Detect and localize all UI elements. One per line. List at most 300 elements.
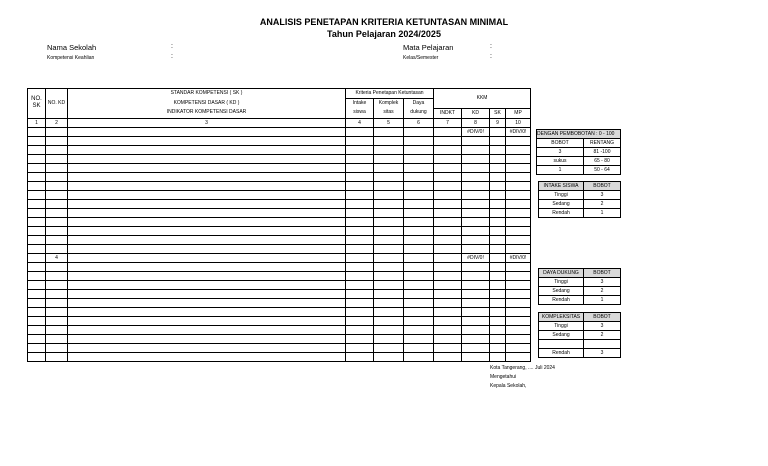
table-cell[interactable] [28, 316, 46, 325]
table-cell[interactable] [46, 145, 68, 154]
table-cell[interactable] [404, 136, 434, 145]
table-cell[interactable] [462, 280, 490, 289]
table-cell[interactable] [28, 307, 46, 316]
table-cell[interactable] [506, 325, 531, 334]
pembobotan-header: DENGAN PEMBOBOTAN : 0 - 100 [537, 130, 621, 139]
table-cell[interactable] [404, 172, 434, 181]
table-cell[interactable] [46, 271, 68, 280]
table-cell[interactable] [68, 154, 346, 163]
table-cell[interactable] [434, 163, 462, 172]
table-cell[interactable] [374, 154, 404, 163]
table-cell[interactable] [68, 208, 346, 217]
table-cell[interactable] [346, 181, 374, 190]
table-cell[interactable] [346, 145, 374, 154]
table-cell[interactable] [404, 244, 434, 253]
table-cell[interactable] [462, 163, 490, 172]
table-cell[interactable] [46, 154, 68, 163]
table-cell[interactable] [46, 163, 68, 172]
table-cell[interactable] [68, 253, 346, 262]
table-cell[interactable] [490, 271, 506, 280]
table-cell[interactable] [506, 343, 531, 352]
table-cell[interactable] [346, 127, 374, 136]
table-cell[interactable] [46, 172, 68, 181]
table-cell[interactable] [374, 253, 404, 262]
table-cell[interactable] [346, 136, 374, 145]
table-cell[interactable] [434, 343, 462, 352]
header-kompleks-top: Komplek [374, 99, 404, 109]
table-cell[interactable] [28, 352, 46, 361]
table-cell[interactable] [28, 127, 46, 136]
kompleks-level-cell: Tinggi [539, 322, 584, 331]
table-cell[interactable] [346, 172, 374, 181]
table-cell[interactable] [374, 145, 404, 154]
mata-pelajaran-colon: : [490, 43, 492, 50]
table-cell[interactable] [346, 244, 374, 253]
table-cell[interactable] [68, 316, 346, 325]
table-cell[interactable] [28, 172, 46, 181]
table-cell[interactable] [506, 289, 531, 298]
table-cell[interactable] [490, 154, 506, 163]
table-cell[interactable] [434, 181, 462, 190]
table-cell[interactable] [68, 298, 346, 307]
table-cell[interactable] [346, 208, 374, 217]
table-cell[interactable] [434, 244, 462, 253]
table-cell[interactable] [28, 145, 46, 154]
table-cell[interactable] [490, 280, 506, 289]
table-cell[interactable] [506, 280, 531, 289]
table-cell[interactable] [68, 262, 346, 271]
table-cell[interactable] [404, 289, 434, 298]
table-cell[interactable] [434, 190, 462, 199]
table-row [28, 190, 531, 199]
table-row [28, 244, 531, 253]
table-cell[interactable] [404, 334, 434, 343]
table-cell[interactable] [462, 235, 490, 244]
table-cell[interactable] [28, 163, 46, 172]
table-cell[interactable] [68, 127, 346, 136]
table-cell[interactable] [434, 154, 462, 163]
table-cell[interactable] [68, 136, 346, 145]
table-cell[interactable] [68, 244, 346, 253]
table-cell[interactable] [346, 190, 374, 199]
table-cell[interactable] [46, 262, 68, 271]
table-cell[interactable] [374, 208, 404, 217]
table-cell[interactable] [68, 145, 346, 154]
table-cell[interactable] [374, 325, 404, 334]
table-cell[interactable] [346, 343, 374, 352]
table-cell[interactable] [434, 334, 462, 343]
table-cell[interactable] [434, 325, 462, 334]
table-cell[interactable] [506, 199, 531, 208]
table-cell[interactable] [462, 199, 490, 208]
table-cell[interactable] [434, 307, 462, 316]
table-cell[interactable] [462, 289, 490, 298]
table-cell[interactable] [404, 352, 434, 361]
table-cell[interactable] [462, 307, 490, 316]
table-cell[interactable] [462, 145, 490, 154]
table-cell[interactable] [68, 271, 346, 280]
table-cell[interactable] [434, 352, 462, 361]
table-cell[interactable] [46, 325, 68, 334]
table-cell[interactable] [46, 352, 68, 361]
table-cell[interactable] [46, 190, 68, 199]
table-cell[interactable] [506, 298, 531, 307]
table-cell[interactable] [434, 298, 462, 307]
table-cell[interactable] [404, 280, 434, 289]
table-row [28, 325, 531, 334]
table-cell[interactable] [346, 217, 374, 226]
table-cell[interactable] [28, 154, 46, 163]
table-cell[interactable] [462, 172, 490, 181]
table-cell[interactable] [490, 352, 506, 361]
table-cell[interactable] [462, 343, 490, 352]
intake-level-cell: Sedang [539, 200, 584, 209]
table-cell[interactable] [374, 352, 404, 361]
table-cell[interactable] [68, 199, 346, 208]
table-cell[interactable] [462, 316, 490, 325]
table-cell[interactable] [506, 352, 531, 361]
table-cell[interactable] [46, 235, 68, 244]
table-cell[interactable] [68, 226, 346, 235]
table-cell[interactable] [404, 145, 434, 154]
column-number: 3 [68, 118, 346, 127]
table-cell[interactable] [434, 199, 462, 208]
table-cell[interactable] [346, 316, 374, 325]
intake-header: INTAKE SISWA [539, 182, 584, 191]
daya-dukung-table [538, 268, 621, 305]
table-cell[interactable] [46, 307, 68, 316]
table-cell[interactable] [506, 181, 531, 190]
table-cell[interactable] [434, 289, 462, 298]
kompetensi-keahlian-label: Kompetensi Keahlian [47, 55, 95, 61]
table-cell[interactable] [462, 298, 490, 307]
table-cell[interactable] [374, 262, 404, 271]
table-cell[interactable] [28, 181, 46, 190]
table-cell[interactable] [374, 307, 404, 316]
table-cell[interactable] [506, 334, 531, 343]
table-cell[interactable] [346, 298, 374, 307]
table-cell[interactable] [28, 325, 46, 334]
table-cell[interactable] [404, 127, 434, 136]
table-cell[interactable] [28, 226, 46, 235]
table-cell[interactable] [374, 136, 404, 145]
table-cell[interactable] [490, 325, 506, 334]
table-cell[interactable] [490, 316, 506, 325]
table-cell[interactable] [46, 343, 68, 352]
table-cell[interactable] [374, 298, 404, 307]
table-cell[interactable] [506, 190, 531, 199]
table-cell[interactable] [490, 190, 506, 199]
kompleks-bobot-header: BOBOT [584, 313, 621, 322]
table-cell[interactable] [46, 226, 68, 235]
table-cell[interactable] [46, 334, 68, 343]
table-cell[interactable] [346, 280, 374, 289]
table-cell[interactable] [68, 343, 346, 352]
table-cell[interactable] [462, 154, 490, 163]
table-cell[interactable] [434, 172, 462, 181]
table-row [28, 262, 531, 271]
table-cell[interactable] [404, 307, 434, 316]
table-cell[interactable] [490, 208, 506, 217]
table-cell[interactable] [462, 190, 490, 199]
table-cell[interactable] [346, 226, 374, 235]
table-cell[interactable] [490, 226, 506, 235]
table-cell[interactable]: #DIV/0! [506, 253, 531, 262]
table-cell[interactable] [374, 226, 404, 235]
table-cell[interactable] [374, 343, 404, 352]
table-cell[interactable] [404, 208, 434, 217]
table-cell[interactable] [28, 244, 46, 253]
table-cell[interactable] [374, 127, 404, 136]
table-cell[interactable] [462, 136, 490, 145]
table-cell[interactable] [490, 298, 506, 307]
header-daya-top: Daya [404, 99, 434, 109]
table-cell[interactable] [434, 262, 462, 271]
table-cell[interactable] [490, 136, 506, 145]
table-cell[interactable] [28, 235, 46, 244]
table-row [28, 208, 531, 217]
table-cell[interactable] [462, 334, 490, 343]
table-cell[interactable] [374, 235, 404, 244]
table-cell[interactable] [404, 190, 434, 199]
table-cell[interactable] [506, 271, 531, 280]
table-cell[interactable] [28, 343, 46, 352]
table-cell[interactable] [68, 163, 346, 172]
daya-level-cell: Rendah [539, 296, 584, 305]
table-cell[interactable] [346, 307, 374, 316]
table-cell[interactable] [434, 226, 462, 235]
table-cell[interactable] [68, 289, 346, 298]
table-cell[interactable] [404, 199, 434, 208]
table-cell[interactable] [490, 172, 506, 181]
table-cell[interactable] [68, 325, 346, 334]
table-cell[interactable] [68, 235, 346, 244]
table-cell[interactable] [346, 199, 374, 208]
table-cell[interactable] [28, 217, 46, 226]
table-cell[interactable] [46, 280, 68, 289]
table-cell[interactable] [46, 181, 68, 190]
table-cell[interactable] [490, 289, 506, 298]
table-cell[interactable] [490, 244, 506, 253]
table-cell[interactable] [506, 226, 531, 235]
table-cell[interactable] [404, 226, 434, 235]
table-cell[interactable] [46, 217, 68, 226]
table-cell[interactable] [68, 181, 346, 190]
table-cell[interactable] [28, 262, 46, 271]
table-cell[interactable] [374, 271, 404, 280]
table-cell[interactable] [374, 244, 404, 253]
table-cell[interactable] [462, 325, 490, 334]
table-cell[interactable] [434, 208, 462, 217]
table-cell[interactable] [462, 271, 490, 280]
table-cell[interactable] [28, 199, 46, 208]
table-cell[interactable] [46, 199, 68, 208]
table-cell[interactable] [374, 217, 404, 226]
kompleks-level-cell [539, 340, 584, 349]
table-cell[interactable] [490, 235, 506, 244]
pembobotan-rentang-cell: 81 -100 [584, 148, 621, 157]
table-cell[interactable] [346, 163, 374, 172]
table-cell[interactable] [374, 172, 404, 181]
column-number: 5 [374, 118, 404, 127]
table-cell[interactable] [506, 235, 531, 244]
table-row [28, 136, 531, 145]
table-cell[interactable] [68, 190, 346, 199]
table-cell[interactable]: #DIV/0! [506, 127, 531, 136]
table-cell[interactable] [374, 190, 404, 199]
table-cell[interactable] [462, 208, 490, 217]
daya-bobot-cell: 3 [584, 278, 621, 287]
table-cell[interactable] [28, 280, 46, 289]
column-number-row [28, 118, 531, 127]
table-cell[interactable] [346, 325, 374, 334]
table-cell[interactable] [490, 334, 506, 343]
table-cell[interactable] [346, 334, 374, 343]
table-cell[interactable] [28, 136, 46, 145]
table-cell[interactable] [28, 298, 46, 307]
table-cell[interactable] [346, 289, 374, 298]
table-cell[interactable] [490, 253, 506, 262]
table-cell[interactable] [506, 244, 531, 253]
table-cell[interactable] [434, 127, 462, 136]
table-cell[interactable] [346, 352, 374, 361]
table-cell[interactable] [490, 262, 506, 271]
table-cell[interactable] [404, 316, 434, 325]
table-cell[interactable] [490, 163, 506, 172]
table-cell[interactable] [506, 217, 531, 226]
daya-level-cell: Tinggi [539, 278, 584, 287]
table-cell[interactable] [374, 181, 404, 190]
table-row [28, 271, 531, 280]
table-cell[interactable] [506, 316, 531, 325]
table-cell[interactable] [404, 181, 434, 190]
table-cell[interactable] [68, 334, 346, 343]
table-cell[interactable] [46, 208, 68, 217]
table-cell[interactable] [506, 172, 531, 181]
table-cell[interactable] [404, 343, 434, 352]
kkm-table [27, 88, 531, 362]
table-cell[interactable] [490, 217, 506, 226]
table-cell[interactable] [434, 136, 462, 145]
table-cell[interactable] [28, 208, 46, 217]
table-cell[interactable] [434, 145, 462, 154]
table-cell[interactable] [506, 145, 531, 154]
table-cell[interactable] [490, 307, 506, 316]
table-cell[interactable] [434, 316, 462, 325]
table-cell[interactable] [506, 262, 531, 271]
table-cell[interactable] [490, 343, 506, 352]
kompleks-level-cell: Rendah [539, 349, 584, 358]
table-cell[interactable] [46, 298, 68, 307]
table-cell[interactable] [346, 235, 374, 244]
table-cell[interactable] [374, 289, 404, 298]
table-cell[interactable] [346, 271, 374, 280]
table-cell[interactable] [374, 316, 404, 325]
table-cell[interactable] [46, 136, 68, 145]
table-cell[interactable] [434, 235, 462, 244]
table-cell[interactable] [490, 199, 506, 208]
table-cell[interactable] [434, 217, 462, 226]
table-cell[interactable] [404, 253, 434, 262]
table-cell[interactable] [68, 307, 346, 316]
table-cell[interactable] [434, 253, 462, 262]
table-cell[interactable] [346, 262, 374, 271]
table-cell[interactable] [506, 163, 531, 172]
table-cell[interactable] [28, 289, 46, 298]
table-cell[interactable]: #DIV/0! [462, 253, 490, 262]
kompleks-bobot-cell: 3 [584, 322, 621, 331]
table-cell[interactable] [374, 199, 404, 208]
pembobotan-table [536, 129, 621, 175]
kompleks-bobot-cell: 3 [584, 349, 621, 358]
table-cell[interactable] [506, 307, 531, 316]
table-cell[interactable] [462, 181, 490, 190]
table-row [28, 343, 531, 352]
table-cell[interactable] [404, 325, 434, 334]
pembobotan-rentang-header: RENTANG [584, 139, 621, 148]
table-cell[interactable] [506, 154, 531, 163]
table-cell[interactable] [506, 136, 531, 145]
table-cell[interactable] [490, 127, 506, 136]
table-cell[interactable] [374, 280, 404, 289]
table-cell[interactable] [68, 217, 346, 226]
table-cell[interactable] [374, 334, 404, 343]
table-cell[interactable] [404, 217, 434, 226]
daya-header: DAYA DUKUNG [539, 269, 584, 278]
table-cell[interactable] [28, 334, 46, 343]
table-cell[interactable] [434, 280, 462, 289]
table-cell[interactable] [46, 289, 68, 298]
table-cell[interactable] [404, 262, 434, 271]
document-title: ANALISIS PENETAPAN KRITERIA KETUNTASAN MINIMAL [259, 17, 509, 27]
table-cell[interactable] [404, 271, 434, 280]
table-cell[interactable] [68, 280, 346, 289]
table-cell[interactable] [462, 352, 490, 361]
table-cell[interactable] [46, 244, 68, 253]
table-cell[interactable] [68, 172, 346, 181]
table-cell[interactable] [46, 316, 68, 325]
table-cell[interactable] [490, 181, 506, 190]
table-cell[interactable] [404, 163, 434, 172]
table-cell[interactable] [506, 208, 531, 217]
table-row [28, 172, 531, 181]
table-cell[interactable] [28, 253, 46, 262]
table-cell[interactable]: #DIV/0! [462, 127, 490, 136]
table-cell[interactable] [490, 145, 506, 154]
table-cell[interactable] [346, 253, 374, 262]
table-cell[interactable] [462, 217, 490, 226]
table-cell[interactable] [462, 262, 490, 271]
table-cell[interactable] [28, 190, 46, 199]
table-cell[interactable]: 4 [46, 253, 68, 262]
table-row [28, 127, 531, 136]
kepala-sekolah-label: Kepala Sekolah, [490, 383, 527, 389]
table-cell[interactable] [374, 163, 404, 172]
table-cell[interactable] [404, 154, 434, 163]
daya-bobot-cell: 2 [584, 287, 621, 296]
table-cell[interactable] [404, 235, 434, 244]
pembobotan-rentang-cell: 65 - 80 [584, 157, 621, 166]
table-cell[interactable] [68, 352, 346, 361]
table-cell[interactable] [462, 226, 490, 235]
intake-bobot-header: BOBOT [584, 182, 621, 191]
table-cell[interactable] [404, 298, 434, 307]
table-cell[interactable] [346, 154, 374, 163]
table-cell[interactable] [434, 271, 462, 280]
table-cell[interactable] [462, 244, 490, 253]
table-cell[interactable] [46, 127, 68, 136]
table-cell[interactable] [28, 271, 46, 280]
